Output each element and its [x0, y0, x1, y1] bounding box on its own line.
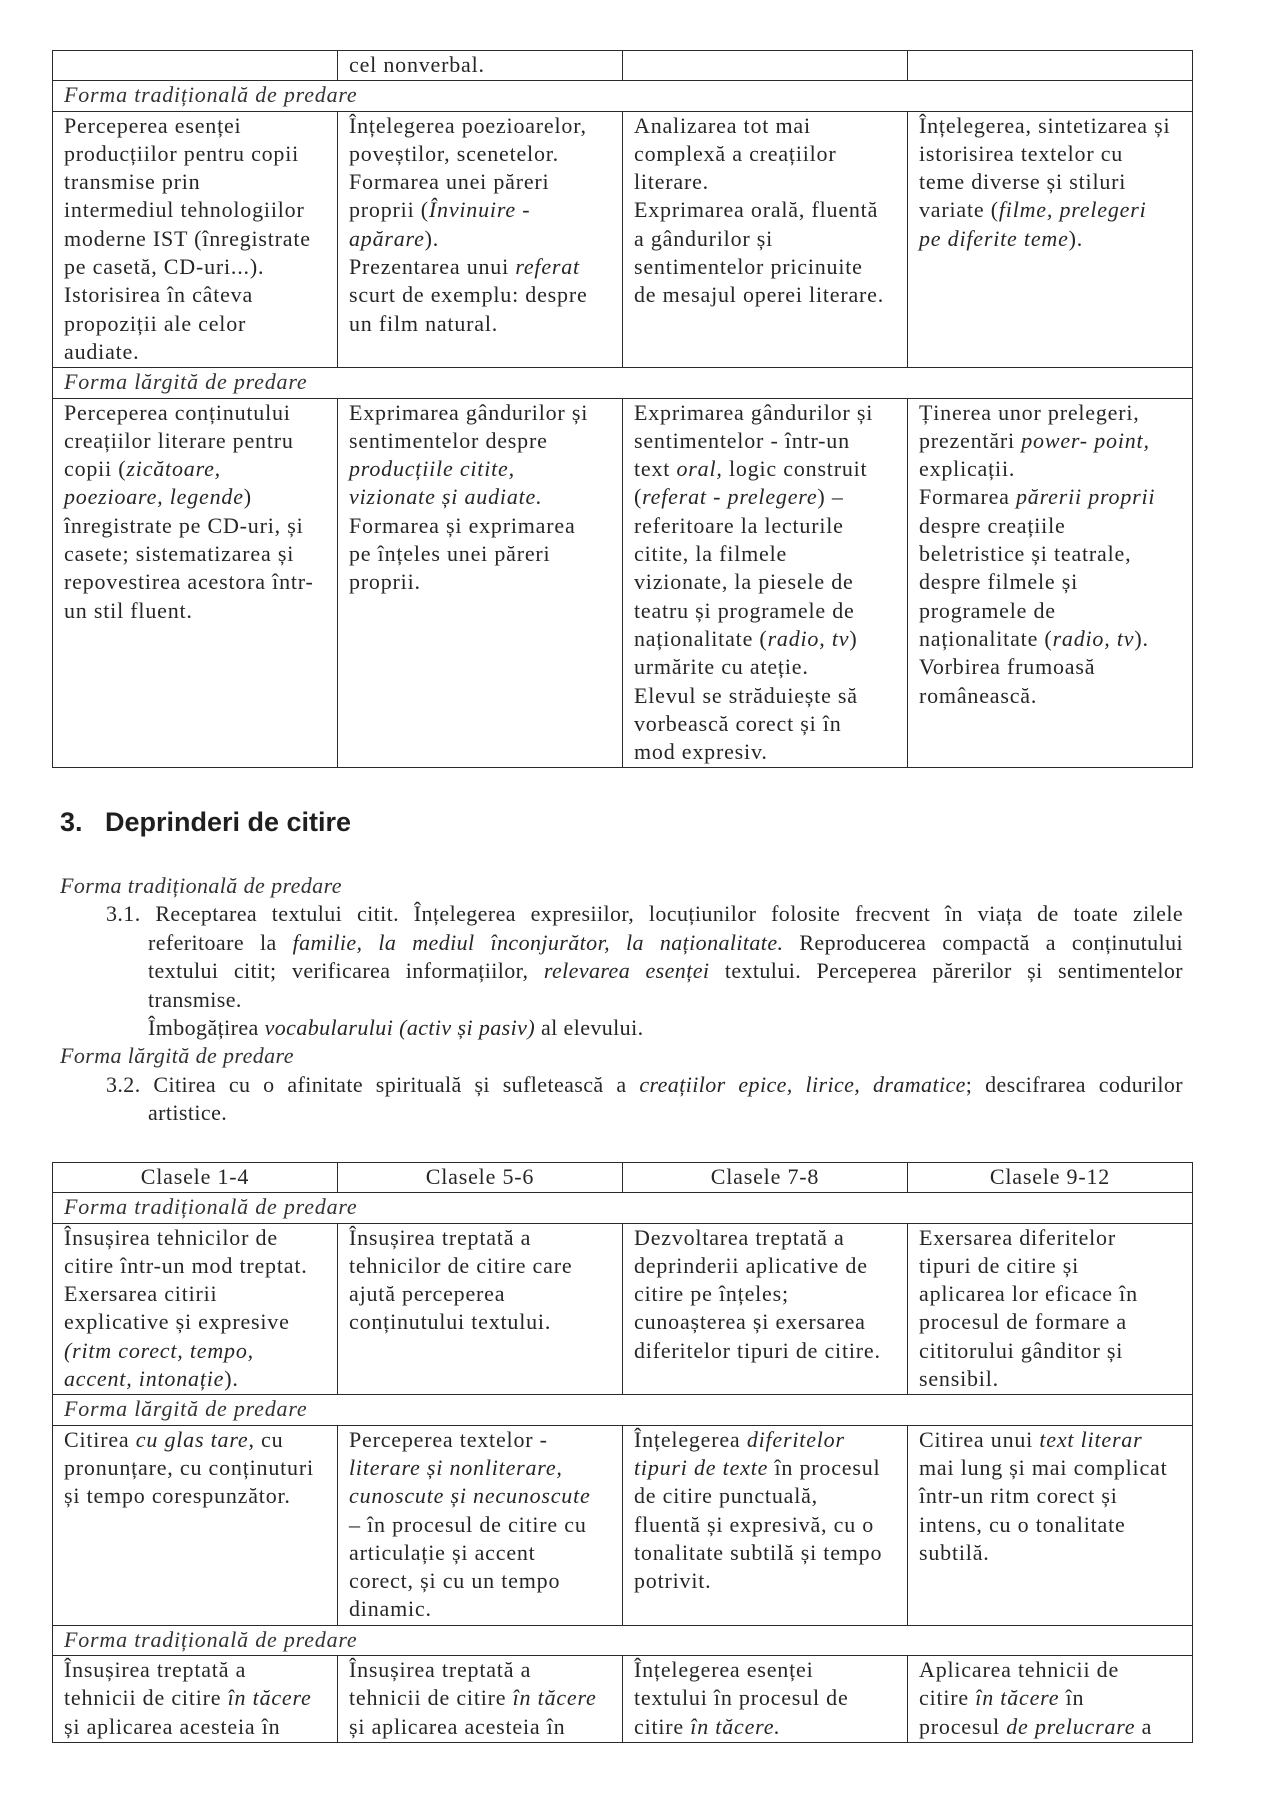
- cell-line: – în procesul de citire cu: [349, 1511, 587, 1537]
- text-run: Citirea unui: [919, 1426, 1040, 1452]
- text-run: în procesul: [768, 1454, 881, 1480]
- cell-line: [64, 483, 331, 511]
- cell-line: mod expresiv.: [634, 739, 768, 765]
- cell-line: [919, 625, 1186, 653]
- italic-run: în tăcere: [227, 1685, 312, 1711]
- cell-line: [349, 196, 616, 224]
- reading-skills-table: [52, 1162, 1193, 1743]
- cell-line: procesul de formare a: [919, 1309, 1127, 1335]
- cell-line: sentimentelor despre: [349, 427, 548, 453]
- cell-line: cunoașterea și exersarea: [634, 1309, 866, 1335]
- cell-line: pe înțeles unei păreri: [349, 541, 551, 567]
- cell-line: [919, 225, 1186, 253]
- italic-run: accent, intonație: [64, 1366, 225, 1392]
- cell-line: [634, 625, 901, 653]
- table-row: [53, 1656, 1193, 1743]
- cell-line: urmărite cu ateție.: [634, 654, 809, 680]
- cell-line: un stil fluent.: [64, 597, 193, 623]
- cell-line: Formarea unei păreri: [349, 169, 550, 195]
- table-cell: [623, 1223, 908, 1395]
- italic-run: diferitelor: [746, 1426, 845, 1452]
- cell-line: casete; sistematizarea și: [64, 541, 295, 567]
- table-cell: [53, 1425, 338, 1625]
- cell-line: sensibil.: [919, 1366, 999, 1392]
- cell-line: [349, 253, 616, 281]
- cell-line: Însușirea treptată a: [349, 1224, 532, 1250]
- text-run: text: [634, 456, 677, 482]
- header-row: [53, 1163, 1193, 1193]
- italic-run: poezioare, legende: [64, 484, 244, 510]
- table-cell: [908, 398, 1193, 768]
- objective-3-2-line: artistice.: [148, 1100, 228, 1126]
- italic-run: tipuri de texte: [634, 1454, 769, 1480]
- cell-line: pe casetă, CD-uri...).: [64, 254, 265, 280]
- cell-line: [349, 455, 616, 483]
- text-run: , cu: [248, 1426, 284, 1452]
- text-run: ).: [424, 225, 440, 251]
- cell-line: Formarea și exprimarea: [349, 512, 576, 538]
- form-label-row: [53, 81, 1193, 111]
- italic-run: creațiilor epice, lirice, dramatice: [639, 1071, 966, 1097]
- text-run: ): [243, 484, 252, 510]
- cell-line: moderne IST (înregistrate: [64, 225, 311, 251]
- text-run: copii (: [64, 456, 127, 482]
- table-cell: [338, 398, 623, 768]
- cell-line: fluentă și expresivă, cu o: [634, 1511, 875, 1537]
- cell-line: [919, 1426, 1186, 1454]
- table-cell: [53, 398, 338, 768]
- cell-line: ajută perceperea: [349, 1281, 506, 1307]
- table-cell: [338, 1425, 623, 1625]
- table-cell: [908, 1656, 1193, 1743]
- cell-line: înregistrate pe CD-uri, și: [64, 512, 304, 538]
- cell-line: Analizarea tot mai: [634, 112, 811, 138]
- cell-line: audiate.: [64, 338, 140, 364]
- cell-line: creațiilor literare pentru: [64, 427, 294, 453]
- text-run: Prezentarea unui: [349, 254, 516, 280]
- italic-run: filme, prelegeri: [998, 197, 1147, 223]
- cell-line: programele de: [919, 597, 1056, 623]
- cell-line: Exersarea diferitelor: [919, 1224, 1116, 1250]
- cell-line: sentimentelor pricinuite: [634, 254, 863, 280]
- table-cell: [53, 1223, 338, 1395]
- cell-line: Exprimarea gândurilor și: [634, 399, 874, 425]
- cell-line: aplicarea lor eficace în: [919, 1281, 1138, 1307]
- text-run: Reproducerea compactă a conținutului: [783, 929, 1183, 955]
- cell-line: [64, 1337, 331, 1365]
- form-label-traditional: [60, 872, 1273, 900]
- cell-line: diferitelor tipuri de citire.: [634, 1337, 881, 1363]
- table-cell: [908, 51, 1193, 81]
- text-run: naționalitate (: [634, 625, 768, 651]
- text-run: tehnicii de citire: [64, 1685, 228, 1711]
- text-run: tehnicii de citire: [349, 1685, 513, 1711]
- table-cell: [623, 398, 908, 768]
- cell-line: [634, 455, 901, 483]
- objective-3-1-line: 3.1. Receptarea textului citit. Înțelegerea expresiilor, locuțiunilor folosite frecvent în viața de toate zilele: [106, 901, 1183, 927]
- cell-line: citire într-un mod treptat.: [64, 1252, 308, 1278]
- cell-line: citite, la filmele: [634, 541, 788, 567]
- cell-line: Înțelegerea poezioarelor,: [349, 112, 587, 138]
- section-heading: [0, 806, 1273, 838]
- table-cell: [623, 51, 908, 81]
- cell-line: [919, 196, 1186, 224]
- form-label-extended: [60, 1042, 1273, 1070]
- table-row: [53, 1425, 1193, 1625]
- column-header: Clasele 5-6: [338, 1163, 623, 1193]
- form-label-row: [53, 1395, 1193, 1425]
- cell-line: [349, 225, 616, 253]
- cell-line: Exprimarea orală, fluentă: [634, 197, 879, 223]
- cell-line: scurt de exemplu: despre: [349, 282, 588, 308]
- table-cell: [338, 1656, 623, 1743]
- column-header: Clasele 9-12: [908, 1163, 1193, 1193]
- cell-line: [634, 1713, 901, 1741]
- italic-run: pe diferite teme: [919, 225, 1069, 251]
- cell-line: românească.: [919, 682, 1038, 708]
- cell-line: [349, 1454, 616, 1482]
- cell-line: [634, 1454, 901, 1482]
- text-run: în: [1059, 1685, 1085, 1711]
- table-cell: [338, 111, 623, 368]
- cell-line: tipuri de citire și: [919, 1252, 1079, 1278]
- cell-line: Aplicarea tehnicii de: [919, 1657, 1120, 1683]
- cell-line: referitoare la lecturile: [634, 512, 844, 538]
- text-run: proprii (: [349, 197, 429, 223]
- cell-line: subtilă.: [919, 1539, 990, 1565]
- cell-line: și aplicarea acesteia în: [349, 1713, 566, 1739]
- cell-line: beletristice și teatrale,: [919, 541, 1132, 567]
- text-run: ): [849, 625, 858, 651]
- italic-run: familie, la mediul înconjurător, la naționalitate.: [292, 929, 784, 955]
- cell-line: [64, 1365, 331, 1393]
- text-run: variate (: [919, 197, 999, 223]
- cell-line: [349, 483, 616, 511]
- cell-line: propoziții ale celor: [64, 310, 247, 336]
- text-run: Înțelegerea: [634, 1426, 747, 1452]
- italic-run: referat: [515, 254, 580, 280]
- form-label: Forma lărgită de predare: [53, 368, 1193, 398]
- table-cell: [908, 111, 1193, 368]
- italic-run: Forma tradițională de predare: [60, 873, 342, 898]
- cell-line: pronunțare, cu conținuturi: [64, 1454, 314, 1480]
- cell-line: transmise prin: [64, 169, 201, 195]
- cell-line: sentimentelor - într-un: [634, 427, 850, 453]
- objective-3-1-line: [148, 957, 1183, 985]
- cell-line: Dezvoltarea treptată a: [634, 1224, 845, 1250]
- cell-line: mai lung și mai complicat: [919, 1454, 1168, 1480]
- cell-line: teatru și programele de: [634, 597, 855, 623]
- cell-line: și tempo corespunzător.: [64, 1483, 291, 1509]
- italic-run: radio, tv: [1052, 625, 1135, 651]
- text-run: al elevului.: [535, 1014, 644, 1040]
- cell-line: cititorului gânditor și: [919, 1337, 1124, 1363]
- cell-line: [64, 1684, 331, 1712]
- cell-line: intermediul tehnologiilor: [64, 197, 305, 223]
- italic-run: text literar: [1039, 1426, 1143, 1452]
- cell-line: textului în procesul de: [634, 1685, 849, 1711]
- italic-run: power- point,: [1021, 427, 1150, 453]
- cell-line: Însușirea treptată a: [64, 1657, 247, 1683]
- italic-run: părerii proprii: [1016, 484, 1156, 510]
- italic-run: Forma lărgită de predare: [60, 1043, 294, 1069]
- table-cell: [908, 1223, 1193, 1395]
- cell-line: [64, 1426, 331, 1454]
- cell-line: producțiilor pentru copii: [64, 140, 300, 166]
- text-run: 3.2. Citirea cu o afinitate spirituală și sufletească a: [106, 1071, 640, 1097]
- cell-line: [349, 1684, 616, 1712]
- cell-line: corect, și cu un tempo: [349, 1568, 561, 1594]
- text-run: citire: [919, 1685, 976, 1711]
- table-row: [53, 398, 1193, 768]
- table-cell: [623, 1656, 908, 1743]
- cell-line: [919, 1684, 1186, 1712]
- cell-line: a gândurilor și: [634, 225, 774, 251]
- italic-run: vocabularului (activ și pasiv): [264, 1014, 536, 1040]
- italic-run: în tăcere.: [690, 1713, 781, 1739]
- cell-line: tonalitate subtilă și tempo: [634, 1539, 883, 1565]
- text-run: Formarea: [919, 484, 1016, 510]
- cell-line: un film natural.: [349, 310, 499, 336]
- cell-line: intens, cu o tonalitate: [919, 1511, 1126, 1537]
- section-text: [0, 872, 1273, 1128]
- cell-line: Perceperea esenței: [64, 112, 242, 138]
- cell-line: despre creațiile: [919, 512, 1066, 538]
- cell-line: literare.: [634, 169, 709, 195]
- objective-3-1-line: transmise.: [148, 986, 242, 1012]
- text-run: (: [634, 484, 643, 510]
- form-label-row: [53, 1193, 1193, 1223]
- section-number: 3.: [60, 807, 83, 837]
- column-header: Clasele 7-8: [623, 1163, 908, 1193]
- form-label: Forma tradițională de predare: [53, 81, 1193, 111]
- cell-line: Înțelegerea, sintetizarea și: [919, 112, 1171, 138]
- cell-line: [634, 483, 901, 511]
- form-label-row: [53, 368, 1193, 398]
- italic-run: zicătoare,: [126, 456, 221, 482]
- cell-line: [919, 427, 1186, 455]
- cell-line: într-un ritm corect și: [919, 1483, 1118, 1509]
- text-run: ).: [224, 1366, 239, 1392]
- cell-line: istorisirea textelor cu: [919, 140, 1124, 166]
- cell-line: conținutului textului.: [349, 1309, 552, 1335]
- cell-line: tehnicilor de citire care: [349, 1252, 573, 1278]
- objective-3-1-line: [148, 1014, 1273, 1042]
- text-run: Îmbogățirea: [148, 1014, 265, 1040]
- text-run: Citirea: [64, 1426, 136, 1452]
- text-run: ) –: [817, 484, 844, 510]
- cell-line: potrivit.: [634, 1568, 712, 1594]
- italic-run: producțiile citite,: [349, 456, 515, 482]
- italic-run: oral,: [676, 456, 723, 482]
- cell-line: de mesajul operei literare.: [634, 282, 885, 308]
- table-cell: [908, 1425, 1193, 1625]
- cell-line: cel nonverbal.: [349, 52, 485, 77]
- table-row: [53, 111, 1193, 368]
- cell-line: citire pe înțeles;: [634, 1281, 789, 1307]
- italic-run: vizionate și audiate.: [349, 484, 543, 510]
- cell-line: Exersarea citirii: [64, 1281, 218, 1307]
- cell-line: Ținerea unor prelegeri,: [919, 399, 1140, 425]
- text-run: ).: [1134, 625, 1149, 651]
- cell-line: Însușirea treptată a: [349, 1657, 532, 1683]
- cell-line: Vorbirea frumoasă: [919, 654, 1096, 680]
- italic-run: de prelucrare: [1006, 1713, 1136, 1739]
- text-run: procesul: [919, 1713, 1007, 1739]
- table-cell: [623, 1425, 908, 1625]
- cell-line: Înțelegerea esenței: [634, 1657, 814, 1683]
- text-run: a: [1135, 1713, 1153, 1739]
- cell-line: [634, 1426, 901, 1454]
- italic-run: apărare: [349, 225, 425, 251]
- text-run: textului. Perceperea părerilor și sentimentelor: [709, 958, 1183, 984]
- text-run: logic construit: [722, 456, 868, 482]
- cell-line: vorbească corect și în: [634, 710, 842, 736]
- form-label: Forma tradițională de predare: [53, 1625, 1193, 1655]
- table-cell: [338, 1223, 623, 1395]
- cell-line: Istorisirea în câteva: [64, 282, 254, 308]
- cell-line: Exprimarea gândurilor și: [349, 399, 589, 425]
- cell-line: Însușirea tehnicilor de: [64, 1224, 278, 1250]
- cell-line: [919, 1713, 1186, 1741]
- italic-run: Învinuire -: [428, 197, 531, 223]
- italic-run: literare și nonliterare,: [349, 1454, 563, 1480]
- cell-line: repovestirea acestora într-: [64, 569, 314, 595]
- form-label-row: [53, 1625, 1193, 1655]
- cell-line: Perceperea textelor -: [349, 1426, 548, 1452]
- cell-line: [919, 483, 1186, 511]
- cell-line: Perceperea conținutului: [64, 399, 291, 425]
- italic-run: (ritm corect, tempo,: [64, 1337, 254, 1363]
- cell-line: explicații.: [919, 456, 1016, 482]
- italic-run: în tăcere: [975, 1685, 1060, 1711]
- table-row: [53, 51, 1193, 81]
- cell-line: articulație și accent: [349, 1539, 536, 1565]
- cell-line: despre filmele și: [919, 569, 1078, 595]
- italic-run: relevarea esenței: [543, 958, 710, 984]
- table-cell: [623, 111, 908, 368]
- cell-line: poveștilor, scenetelor.: [349, 140, 559, 166]
- italic-run: referat - prelegere: [642, 484, 818, 510]
- italic-run: radio, tv: [767, 625, 850, 651]
- text-run: citire: [634, 1713, 691, 1739]
- cell-line: și aplicarea acesteia în: [64, 1713, 281, 1739]
- italic-run: cunoscute și necunoscute: [349, 1483, 591, 1509]
- text-run: ; descifrarea codurilor: [965, 1071, 1183, 1097]
- cell-line: vizionate, la piesele de: [634, 569, 854, 595]
- cell-line: complexă a creațiilor: [634, 140, 837, 166]
- text-run: textului citit; verificarea informațiilor,: [148, 958, 544, 984]
- cell-line: [349, 1482, 616, 1510]
- cell-line: Elevul se străduiește să: [634, 682, 858, 708]
- cell-line: deprinderii aplicative de: [634, 1252, 868, 1278]
- cell-line: [64, 455, 331, 483]
- objective-3-1-line: [148, 929, 1183, 957]
- curriculum-table-continued: [52, 50, 1193, 768]
- table-cell: [338, 51, 623, 81]
- cell-line: explicative și expresive: [64, 1309, 290, 1335]
- italic-run: cu glas tare: [135, 1426, 249, 1452]
- table-row: [53, 1223, 1193, 1395]
- text-run: referitoare la: [148, 929, 293, 955]
- text-run: prezentări: [919, 427, 1022, 453]
- objective-3-2-line: [106, 1071, 1183, 1099]
- cell-line: dinamic.: [349, 1596, 432, 1622]
- table-cell: [53, 111, 338, 368]
- table-cell: [53, 51, 338, 81]
- cell-line: proprii.: [349, 569, 421, 595]
- text-run: naționalitate (: [919, 625, 1053, 651]
- italic-run: în tăcere: [512, 1685, 597, 1711]
- table-cell: [53, 1656, 338, 1743]
- section-title: Deprinderi de citire: [105, 807, 352, 837]
- column-header: Clasele 1-4: [53, 1163, 338, 1193]
- form-label: Forma lărgită de predare: [53, 1395, 1193, 1425]
- cell-line: teme diverse și stiluri: [919, 169, 1127, 195]
- cell-line: de citire punctuală,: [634, 1483, 818, 1509]
- text-run: ).: [1068, 225, 1084, 251]
- form-label: Forma tradițională de predare: [53, 1193, 1193, 1223]
